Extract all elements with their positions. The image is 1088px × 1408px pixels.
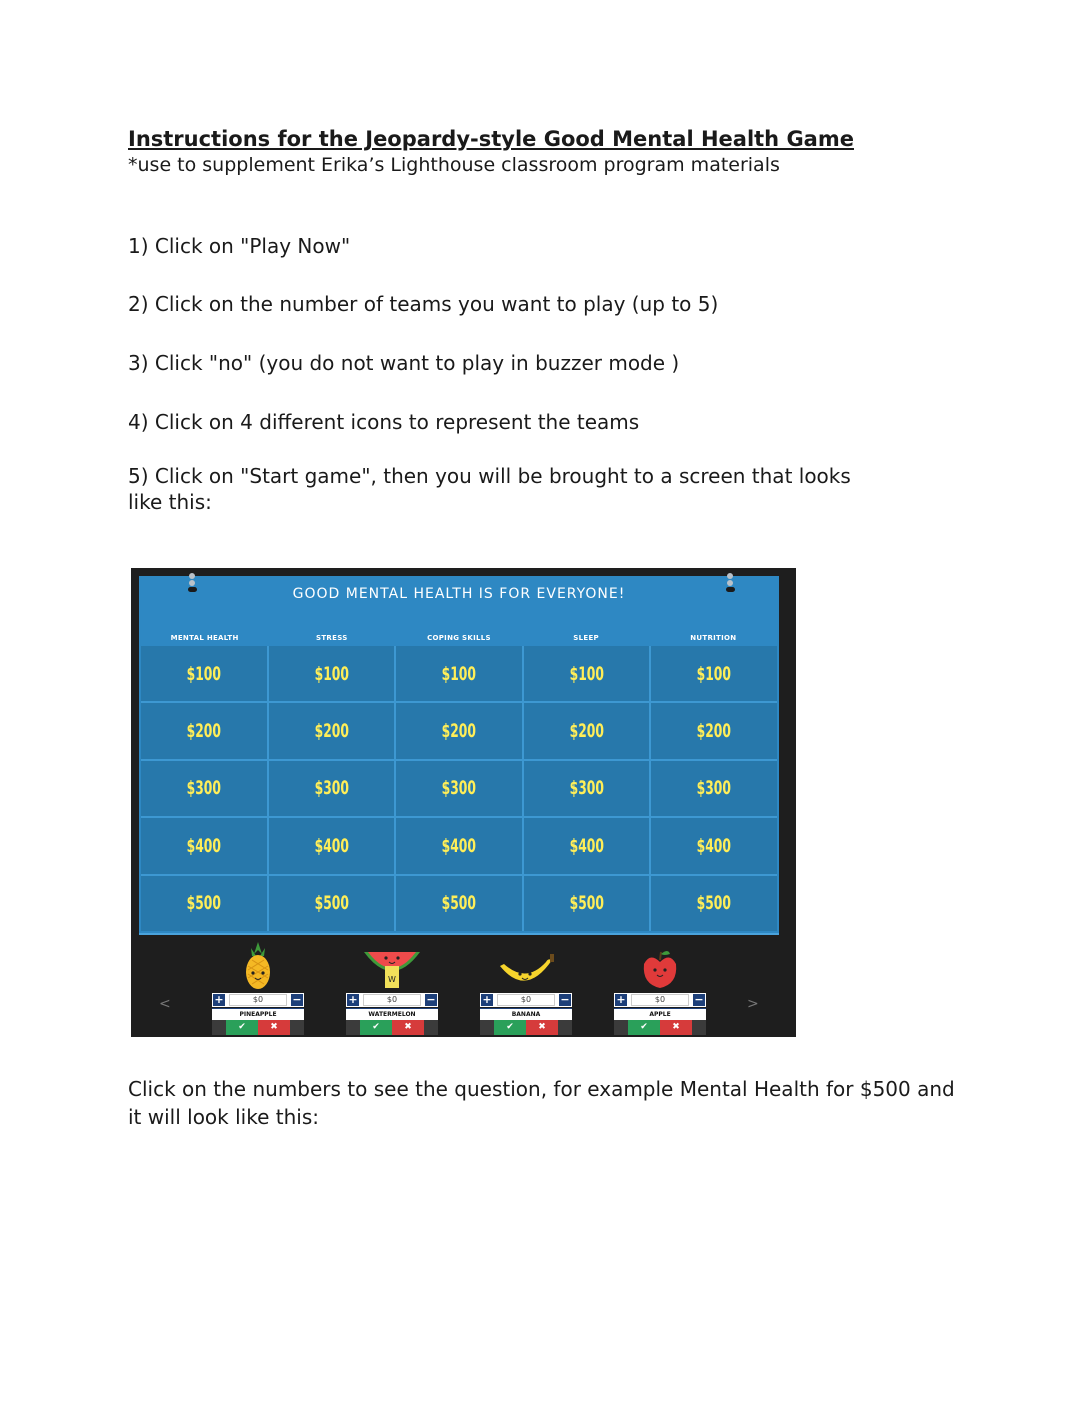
question-cell[interactable]	[141, 818, 267, 873]
category-label: SLEEP	[573, 634, 599, 642]
question-cell[interactable]	[651, 761, 777, 816]
team-name: APPLE	[614, 1008, 706, 1020]
next-teams-button[interactable]: >	[747, 996, 759, 1012]
question-value: $400	[697, 834, 732, 857]
team-card-apple	[614, 940, 706, 1035]
question-value: $100	[314, 662, 349, 685]
question-cell[interactable]	[396, 646, 522, 701]
team-score-row	[614, 993, 706, 1007]
team-card-pineapple	[212, 940, 304, 1035]
add-points-button[interactable]: +	[482, 993, 492, 1006]
question-cell[interactable]	[651, 646, 777, 701]
question-value: $300	[569, 777, 604, 800]
correct-button[interactable]: ✔	[360, 1020, 392, 1035]
question-value: $200	[697, 720, 732, 743]
question-value: $500	[186, 892, 221, 915]
team-score-row	[480, 993, 572, 1007]
step-3: 3) Click "no" (you do not want to play in buzzer mode )	[128, 351, 680, 375]
question-cell[interactable]	[141, 703, 267, 758]
game-title: GOOD MENTAL HEALTH IS FOR EVERYONE!	[292, 586, 626, 602]
team-name: WATERMELON	[346, 1008, 438, 1020]
team-name: PINEAPPLE	[212, 1008, 304, 1020]
question-value: $100	[441, 662, 477, 685]
step-4: 4) Click on 4 different icons to represent the teams	[128, 410, 640, 434]
wrong-button[interactable]: ✖	[392, 1020, 424, 1035]
question-value: $400	[569, 834, 604, 857]
add-points-button[interactable]: +	[348, 993, 358, 1006]
team-actions	[346, 1020, 438, 1035]
question-value: $500	[569, 892, 604, 915]
question-value: $200	[186, 720, 221, 743]
question-value: $500	[314, 892, 349, 915]
team-actions	[212, 1020, 304, 1035]
closing-paragraph: Click on the numbers to see the question, for example Mental Health for $500 and it will look like this:	[128, 1077, 955, 1129]
team-card-banana	[480, 940, 572, 1035]
question-cell[interactable]	[141, 761, 267, 816]
question-value: $100	[186, 662, 221, 685]
subtract-points-button[interactable]: −	[292, 993, 302, 1006]
watermelon-icon	[362, 940, 422, 992]
question-cell[interactable]	[651, 818, 777, 873]
question-cell[interactable]	[141, 646, 267, 701]
wrong-button[interactable]: ✖	[526, 1020, 558, 1035]
team-actions	[480, 1020, 572, 1035]
question-cell[interactable]	[524, 646, 650, 701]
game-screenshot	[131, 568, 796, 1037]
step-5: 5) Click on "Start game", then you will be brought to a screen that looks like this:	[128, 464, 851, 514]
question-value: $300	[441, 777, 477, 800]
question-cell[interactable]	[524, 818, 650, 873]
wrong-button[interactable]: ✖	[258, 1020, 290, 1035]
question-cell[interactable]	[396, 818, 522, 873]
game-board	[139, 576, 779, 935]
question-cell[interactable]	[651, 703, 777, 758]
add-points-button[interactable]: +	[616, 993, 626, 1006]
question-value: $400	[186, 834, 221, 857]
question-value: $100	[697, 662, 732, 685]
question-cell[interactable]	[141, 876, 267, 931]
pineapple-icon	[228, 940, 288, 992]
question-value: $300	[697, 777, 732, 800]
document-subtitle: *use to supplement Erika’s Lighthouse classroom program materials	[128, 154, 780, 176]
question-cell[interactable]	[269, 818, 395, 873]
team-score[interactable]: $0	[229, 994, 287, 1006]
apple-icon	[630, 940, 690, 992]
question-cell[interactable]	[396, 761, 522, 816]
question-cell[interactable]	[524, 703, 650, 758]
step-2: 2) Click on the number of teams you want to play (up to 5)	[128, 292, 719, 316]
team-score-row	[346, 993, 438, 1007]
correct-button[interactable]: ✔	[226, 1020, 258, 1035]
question-cell[interactable]	[269, 876, 395, 931]
question-value: $500	[441, 892, 477, 915]
correct-button[interactable]: ✔	[628, 1020, 660, 1035]
question-value: $500	[697, 892, 732, 915]
wrong-button[interactable]: ✖	[660, 1020, 692, 1035]
question-value: $200	[314, 720, 349, 743]
document-title: Instructions for the Jeopardy-style Good Mental Health Game	[128, 127, 854, 151]
prev-teams-button[interactable]: <	[159, 996, 171, 1012]
question-cell[interactable]	[269, 703, 395, 758]
step-1: 1) Click on "Play Now"	[128, 234, 351, 258]
subtract-points-button[interactable]: −	[426, 993, 436, 1006]
question-value: $300	[186, 777, 221, 800]
question-value: $200	[569, 720, 604, 743]
category-row	[141, 634, 777, 642]
question-cell[interactable]	[269, 646, 395, 701]
svg-text:W: W	[388, 975, 396, 984]
question-cell[interactable]	[524, 761, 650, 816]
question-cell[interactable]	[396, 703, 522, 758]
category-label: NUTRITION	[690, 634, 737, 642]
question-cell[interactable]	[524, 876, 650, 931]
question-cell[interactable]	[651, 876, 777, 931]
question-value: $200	[441, 720, 477, 743]
category-label: COPING SKILLS	[427, 634, 491, 642]
question-cell[interactable]	[269, 761, 395, 816]
team-actions	[614, 1020, 706, 1035]
subtract-points-button[interactable]: −	[560, 993, 570, 1006]
team-score-row	[212, 993, 304, 1007]
subtract-points-button[interactable]: −	[694, 993, 704, 1006]
category-label: MENTAL HEALTH	[170, 634, 239, 642]
question-value: $100	[569, 662, 604, 685]
team-name: BANANA	[480, 1008, 572, 1020]
add-points-button[interactable]: +	[214, 993, 224, 1006]
question-value: $300	[314, 777, 349, 800]
question-value: $400	[441, 834, 477, 857]
team-score[interactable]: $0	[497, 994, 555, 1006]
question-cell[interactable]	[396, 876, 522, 931]
question-value: $400	[314, 834, 349, 857]
team-score[interactable]: $0	[631, 994, 689, 1006]
value-grid	[141, 646, 777, 931]
banana-icon	[496, 940, 556, 992]
correct-button[interactable]: ✔	[494, 1020, 526, 1035]
team-card-watermelon	[346, 940, 438, 1035]
category-label: STRESS	[316, 634, 348, 642]
team-score[interactable]: $0	[363, 994, 421, 1006]
